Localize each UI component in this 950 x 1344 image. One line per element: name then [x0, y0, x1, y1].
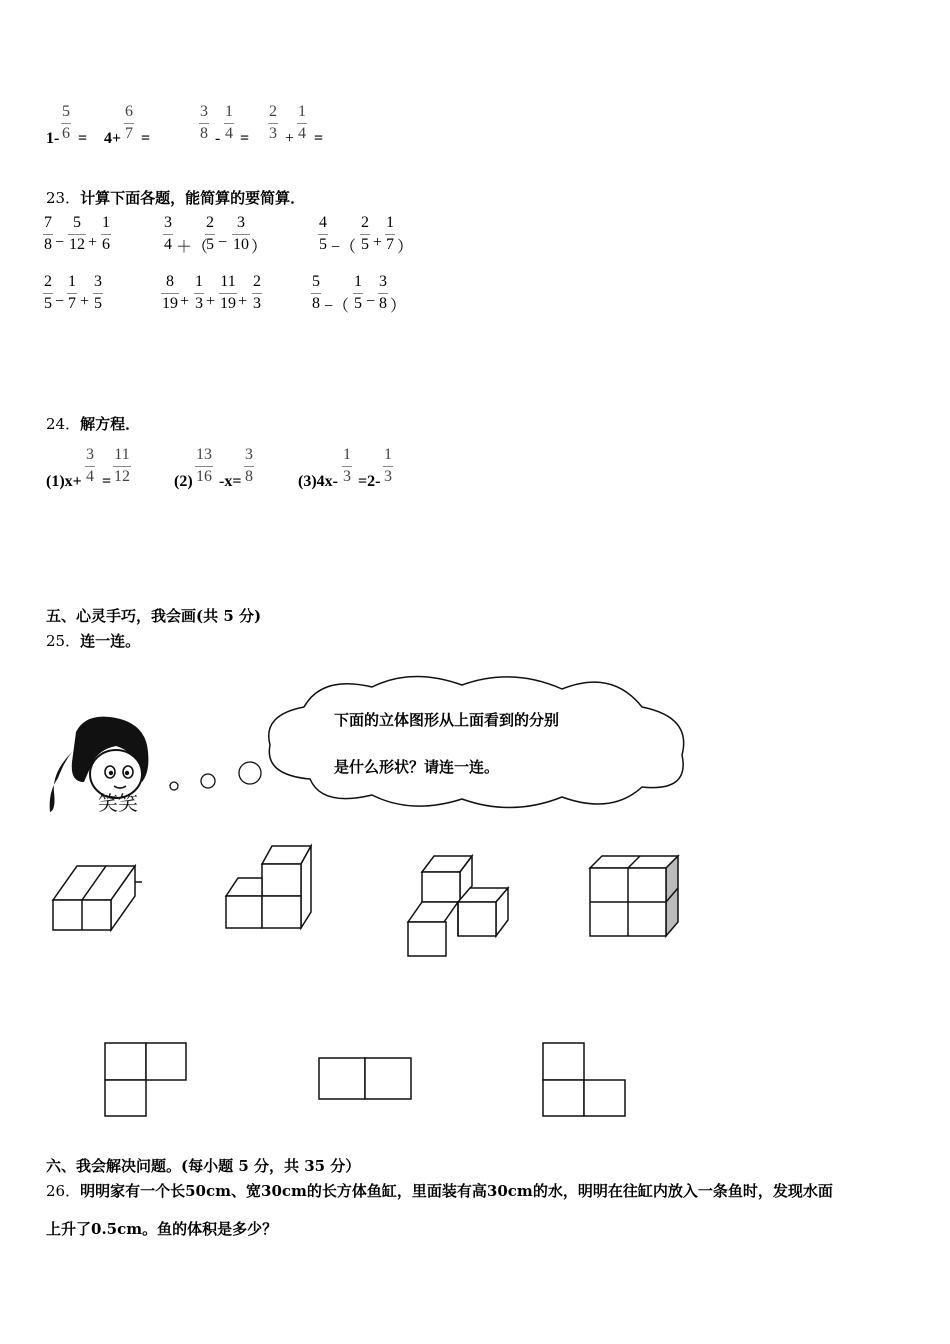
solid-figure-3 [404, 852, 514, 960]
fraction: $\frac{1}{3}$ [343, 446, 351, 485]
q23-heading [46, 187, 305, 208]
fraction: $\frac{1}{3}$ [195, 273, 203, 312]
operator: − [55, 234, 65, 251]
section-6-title: 六、我会解决问题。(每小题 5 分，共 35 分） [46, 1157, 361, 1175]
fraction: $\frac{1}{5}$ [354, 273, 362, 312]
fraction: $\frac{4}{5}$ [319, 214, 327, 253]
fraction: $\frac{3}{5}$ [94, 273, 102, 312]
equals-sign: = [240, 130, 250, 147]
fraction: $\frac{2}{3}$ [253, 273, 261, 312]
fraction: $\frac{2}{5}$ [206, 214, 214, 253]
equals-sign: = [141, 130, 151, 147]
question-number: 25． [46, 632, 81, 650]
fraction: $\frac{6}{7}$ [125, 103, 133, 142]
q26-text: 。鱼的体积是多少？ [142, 1220, 278, 1238]
operator: + [285, 130, 295, 147]
fraction: $\frac{2}{5}$ [44, 273, 52, 312]
equation-label: (3)4x- [298, 473, 338, 490]
question-title: 计算下面各题，能简算的要简算． [80, 189, 306, 207]
q26-text: 上升了 [46, 1220, 92, 1238]
equals-sign: = [102, 473, 112, 490]
operator: − [55, 293, 65, 310]
fraction: $\frac{2}{3}$ [269, 103, 277, 142]
solid-figure-2 [224, 842, 316, 932]
q22-e2-prefix: 4+ [104, 130, 122, 147]
fraction: $\frac{1}{4}$ [298, 103, 306, 142]
equation-label: (2) [174, 473, 193, 490]
operator: + [80, 293, 90, 310]
solid-figure-4 [586, 852, 682, 942]
cloud-text-line2: 是什么形状？请连一连。 [334, 758, 500, 776]
fraction: $\frac{1}{6}$ [102, 214, 110, 253]
equation-operator: =2- [358, 473, 381, 490]
q26-text: 明明家有一个长 [80, 1182, 186, 1200]
fraction: $\frac{8}{19}$ [162, 273, 178, 312]
q25-heading [46, 630, 140, 651]
operator: + [238, 293, 248, 310]
question-number: 23． [46, 189, 81, 207]
rise-value: 0.5cm [91, 1220, 143, 1238]
q22-e1-prefix: 1- [46, 130, 60, 147]
q26-line1 [46, 1180, 833, 1201]
q26-text: 的水，明明在往缸内放入一条鱼时，发现水面 [532, 1182, 833, 1200]
section-5-title: 五、心灵手巧，我会画(共 5 分) [46, 607, 262, 625]
height-value: 30cm [486, 1182, 533, 1200]
fraction: $\frac{5}{8}$ [312, 273, 320, 312]
top-view-1 [102, 1040, 190, 1120]
question-number: 26． [46, 1182, 81, 1200]
fraction: $\frac{3}{4}$ [164, 214, 172, 253]
girl-illustration [46, 712, 166, 822]
q26-text: 、宽 [231, 1182, 262, 1200]
q26-text: 的长方体鱼缸，里面装有高 [306, 1182, 487, 1200]
fraction: $\frac{2}{5}$ [361, 214, 369, 253]
question-title: 解方程． [80, 415, 141, 433]
fraction: $\frac{1}{7}$ [386, 214, 394, 253]
fraction: $\frac{5}{12}$ [69, 214, 85, 253]
solid-figure-1 [50, 862, 150, 934]
fraction: $\frac{5}{6}$ [62, 103, 70, 142]
q24-heading [46, 413, 140, 434]
question-title: 连一连。 [80, 632, 141, 650]
fraction: $\frac{3}{8}$ [245, 446, 253, 485]
operator: −（ [331, 239, 357, 256]
fraction: $\frac{13}{16}$ [196, 446, 212, 485]
fraction: $\frac{3}{4}$ [86, 446, 94, 485]
operator: ） [397, 239, 414, 256]
fraction: $\frac{3}{10}$ [233, 214, 249, 253]
operator: − [218, 234, 228, 251]
q26-line2 [46, 1218, 277, 1239]
fraction: $\frac{7}{8}$ [44, 214, 52, 253]
girl-caption: 笑笑 [98, 791, 138, 815]
operator: ） [390, 298, 407, 315]
equals-sign: = [78, 130, 88, 147]
operator: ） [251, 239, 268, 256]
operator: - [215, 130, 221, 147]
fraction: $\frac{1}{3}$ [384, 446, 392, 485]
operator: ＋（ [176, 239, 209, 256]
width-value: 30cm [261, 1182, 307, 1200]
top-view-3 [540, 1040, 630, 1120]
question-number: 24． [46, 415, 81, 433]
operator: + [88, 234, 98, 251]
thought-cloud [262, 667, 692, 817]
equals-sign: = [314, 130, 324, 147]
operator: + [373, 234, 383, 251]
operator: − [366, 293, 376, 310]
fraction: $\frac{3}{8}$ [379, 273, 387, 312]
operator: + [180, 293, 190, 310]
fraction: $\frac{1}{7}$ [68, 273, 76, 312]
thought-bubbles [160, 755, 270, 795]
cloud-text-line1: 下面的立体图形从上面看到的分别 [334, 711, 560, 729]
equation-label: (1)x+ [46, 473, 82, 490]
fraction: $\frac{1}{4}$ [225, 103, 233, 142]
operator: −（ [324, 298, 350, 315]
fraction: $\frac{11}{19}$ [220, 273, 236, 312]
length-value: 50cm [185, 1182, 231, 1200]
operator: + [206, 293, 216, 310]
fraction: $\frac{3}{8}$ [200, 103, 208, 142]
top-view-2 [316, 1055, 416, 1103]
fraction: $\frac{11}{12}$ [114, 446, 130, 485]
equation-operator: -x= [219, 473, 242, 490]
